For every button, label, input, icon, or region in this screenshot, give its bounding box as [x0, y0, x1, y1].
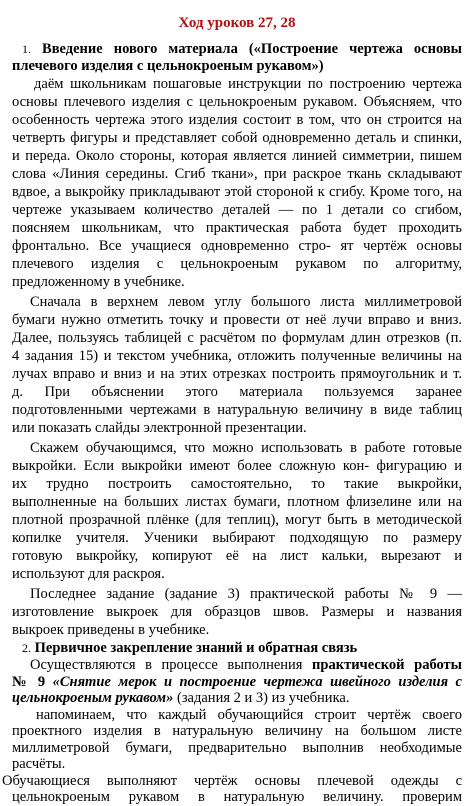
paragraph-line: копилке учителя. Ученики выбирают подходящую по размеру — [12, 530, 462, 546]
paragraph-line: выкроек приведены в учебнике. — [12, 622, 210, 638]
paragraph-line: 4 задания 15) и текстом учебника, отложить полученные величины на — [12, 348, 462, 364]
list-number: 2. — [22, 641, 31, 655]
paragraph-line: расчёты. — [12, 756, 66, 772]
paragraph-line: цельнокроеным рукавом в натуральную величину. проверим — [12, 789, 462, 805]
paragraph-line: четверть фигуры и представляет собой одновременно деталь и спинки, — [12, 130, 462, 146]
text-span: (задания 2 и 3) из учебника. — [173, 690, 350, 706]
paragraph-line: выполненные на больших листах бумаги, плотном флизелине или на — [12, 494, 462, 510]
paragraph-line: поясняем школьникам, что практическая работа будет проходить — [12, 220, 462, 236]
paragraph-line: их трудно построить самостоятельно, то такие выкройки, — [12, 476, 462, 492]
paragraph-line: даём школьникам пошаговые инструкции по построению чертежа — [34, 76, 462, 92]
paragraph-line — [12, 674, 462, 691]
section-heading-text: Первичное закрепление знаний и обратная связь — [34, 640, 358, 656]
paragraph-line: чертеже указываем количество деталей — по 1 детали со сгибом, — [12, 202, 462, 218]
work-title: цельнокроеным рукавом» — [12, 690, 174, 706]
paragraph-line: проектного изделия в натуральную величину на большом листе — [12, 723, 462, 739]
paragraph-line: Обучающиеся выполняют чертёж основы плечевой одежды с — [2, 772, 462, 789]
paragraph-line: фронтально. Все учащиеся одновременно стро- ят чертёж основы — [12, 238, 462, 254]
paragraph-line: и переда. Около стороны, которая является линией симметрии, пишем — [12, 148, 462, 164]
emphasis-text: № 9 — [12, 673, 53, 690]
section-heading — [22, 41, 462, 58]
paragraph-line: Сначала в верхнем левом углу большого листа миллиметровой — [30, 294, 462, 310]
work-title: «Снятие мерок и построение чертежа швейного изделия с — [52, 673, 462, 690]
paragraph-line: слова «Линия середины. Сгиб ткани», при раскрое ткань складывают — [12, 166, 462, 182]
text-span: Осуществляются в процессе выполнения — [30, 657, 313, 673]
paragraph-line: Скажем обучающимся, что можно использовать в работе готовые — [30, 440, 462, 456]
paragraph-line: лучах вправо и вниз и на этих отрезках построить прямоугольник и т. — [12, 366, 462, 382]
paragraph-line: плотной прозрачной плёнке (для теплиц), могут быть в методической — [12, 512, 462, 528]
paragraph-line: или показать слайды электронной презентации. — [12, 420, 307, 436]
paragraph-line: вдвое, а выкройку прикладывают этой стороной к сгибу. Кроме того, на — [12, 184, 462, 200]
paragraph-line: напоминаем, что каждый обучающийся строит чертёж своего — [36, 706, 462, 723]
paragraph-line: изготовление выкроек для образцов швов. Размеры и названия — [12, 604, 462, 620]
page-title: Ход уроков 27, 28 — [178, 15, 296, 31]
paragraph-line: плечевого изделия с цельнокроеным рукавом по алгоритму, — [12, 256, 462, 272]
paragraph-line: предложенному в учебнике. — [12, 274, 185, 290]
paragraph-line — [30, 657, 462, 674]
section-heading-text: Введение нового материала («Построение чертежа основы — [42, 41, 463, 57]
paragraph-line: подготовленными чертежами в натуральную величину в виде таблиц — [12, 402, 462, 418]
paragraph-line: выкройки. Если выкройки имеют более сложную кон- фигурацию и — [12, 458, 462, 474]
section-heading-cont: плечевого изделия с цельнокроеным рукавом») — [12, 58, 324, 74]
emphasis-text: практической работы — [312, 657, 463, 673]
section-heading — [22, 640, 357, 657]
paragraph-line: особенность чертежа этого изделия состоит в том, что он строится на — [12, 112, 462, 128]
list-number: 1. — [22, 42, 31, 56]
paragraph-line: готовую выкройку, копируют её на лист кальки, вырезают и — [12, 548, 462, 564]
paragraph-line: миллиметровой бумаги, предварительно выполнив необходимые — [12, 739, 462, 756]
paragraph-line: Далее, пользуясь таблицей с расчётом по формулам длин отрезков (п. — [12, 330, 462, 346]
paragraph-line: д. При объяснении этого материала пользуемся заранее — [12, 384, 462, 400]
paragraph-line — [12, 690, 349, 707]
paragraph-line: бумаги нужно отметить точку и провести от неё лучи вправо и вниз. — [12, 312, 462, 328]
paragraph-line: основы плечевого изделия с цельнокроеным рукавом. Объясняем, что — [12, 94, 462, 110]
paragraph-line: Последнее задание (задание 3) практической работы № 9 — — [30, 586, 462, 602]
paragraph-line: используют для раскроя. — [12, 566, 165, 582]
